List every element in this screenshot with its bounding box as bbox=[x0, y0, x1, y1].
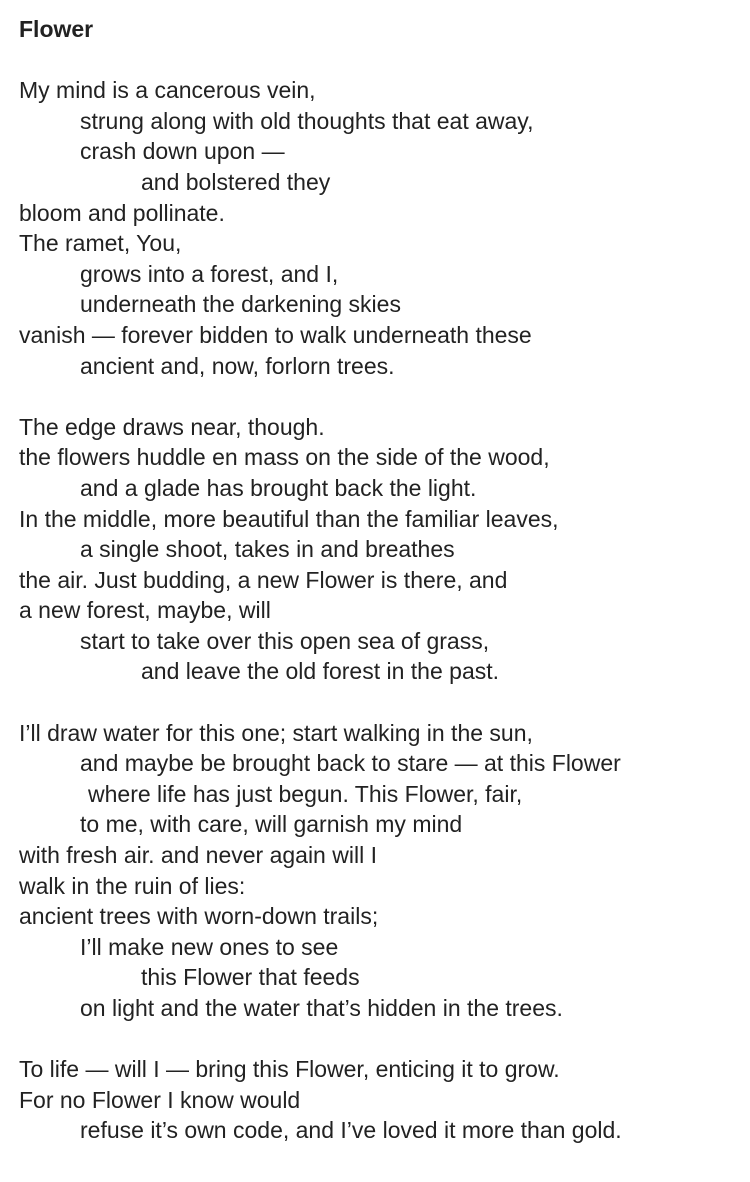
poem-line: with fresh air. and never again will I bbox=[19, 842, 377, 869]
poem-line: and leave the old forest in the past. bbox=[141, 658, 500, 685]
poem-line: to me, with care, will garnish my mind bbox=[80, 811, 463, 838]
poem-line: crash down upon — bbox=[80, 138, 285, 165]
poem-line: vanish — forever bidden to walk underneath these bbox=[19, 321, 532, 348]
poem-line: the flowers huddle en mass on the side of the wood, bbox=[19, 444, 550, 471]
poem-line: underneath the darkening skies bbox=[80, 291, 401, 318]
poem-line: and bolstered they bbox=[141, 168, 331, 195]
stanza-break bbox=[19, 1024, 739, 1055]
poem-line: The edge draws near, though. bbox=[19, 413, 325, 440]
poem-line: on light and the water that’s hidden in the trees. bbox=[80, 995, 563, 1021]
stanza-break bbox=[19, 381, 739, 412]
poem bbox=[19, 14, 739, 1146]
stanza-break bbox=[19, 687, 739, 718]
poem-title: Flower bbox=[19, 16, 94, 42]
poem-line: walk in the ruin of lies: bbox=[19, 872, 246, 899]
poem-line: ancient trees with worn-down trails; bbox=[19, 903, 379, 930]
poem-line: bloom and pollinate. bbox=[19, 199, 225, 226]
poem-line: grows into a forest, and I, bbox=[80, 260, 339, 287]
poem-line: a new forest, maybe, will bbox=[19, 597, 271, 624]
stanza-break bbox=[19, 45, 739, 76]
poem-line: I’ll make new ones to see bbox=[80, 933, 339, 960]
poem-line: the air. Just budding, a new Flower is there, and bbox=[19, 566, 508, 593]
poem-line: The ramet, You, bbox=[19, 230, 182, 257]
poem-line: To life — will I — bring this Flower, enticing it to grow. bbox=[19, 1056, 560, 1083]
poem-line: I’ll draw water for this one; start walking in the sun, bbox=[19, 719, 533, 746]
poem-line: start to take over this open sea of grass, bbox=[80, 627, 490, 654]
poem-line: strung along with old thoughts that eat away, bbox=[80, 107, 534, 134]
poem-line: For no Flower I know would bbox=[19, 1086, 301, 1113]
poem-line: In the middle, more beautiful than the familiar leaves, bbox=[19, 505, 559, 532]
poem-line: ancient and, now, forlorn trees. bbox=[80, 352, 395, 379]
poem-line: refuse it’s own code, and I’ve loved it more than gold. bbox=[80, 1117, 622, 1144]
poem-line: a single shoot, takes in and breathes bbox=[80, 536, 455, 563]
poem-line: and a glade has brought back the light. bbox=[80, 474, 477, 501]
poem-line: and maybe be brought back to stare — at this Flower bbox=[80, 750, 621, 777]
poem-line: this Flower that feeds bbox=[141, 964, 360, 991]
poem-line: where life has just begun. This Flower, fair, bbox=[88, 780, 523, 807]
poem-line: My mind is a cancerous vein, bbox=[19, 77, 316, 104]
